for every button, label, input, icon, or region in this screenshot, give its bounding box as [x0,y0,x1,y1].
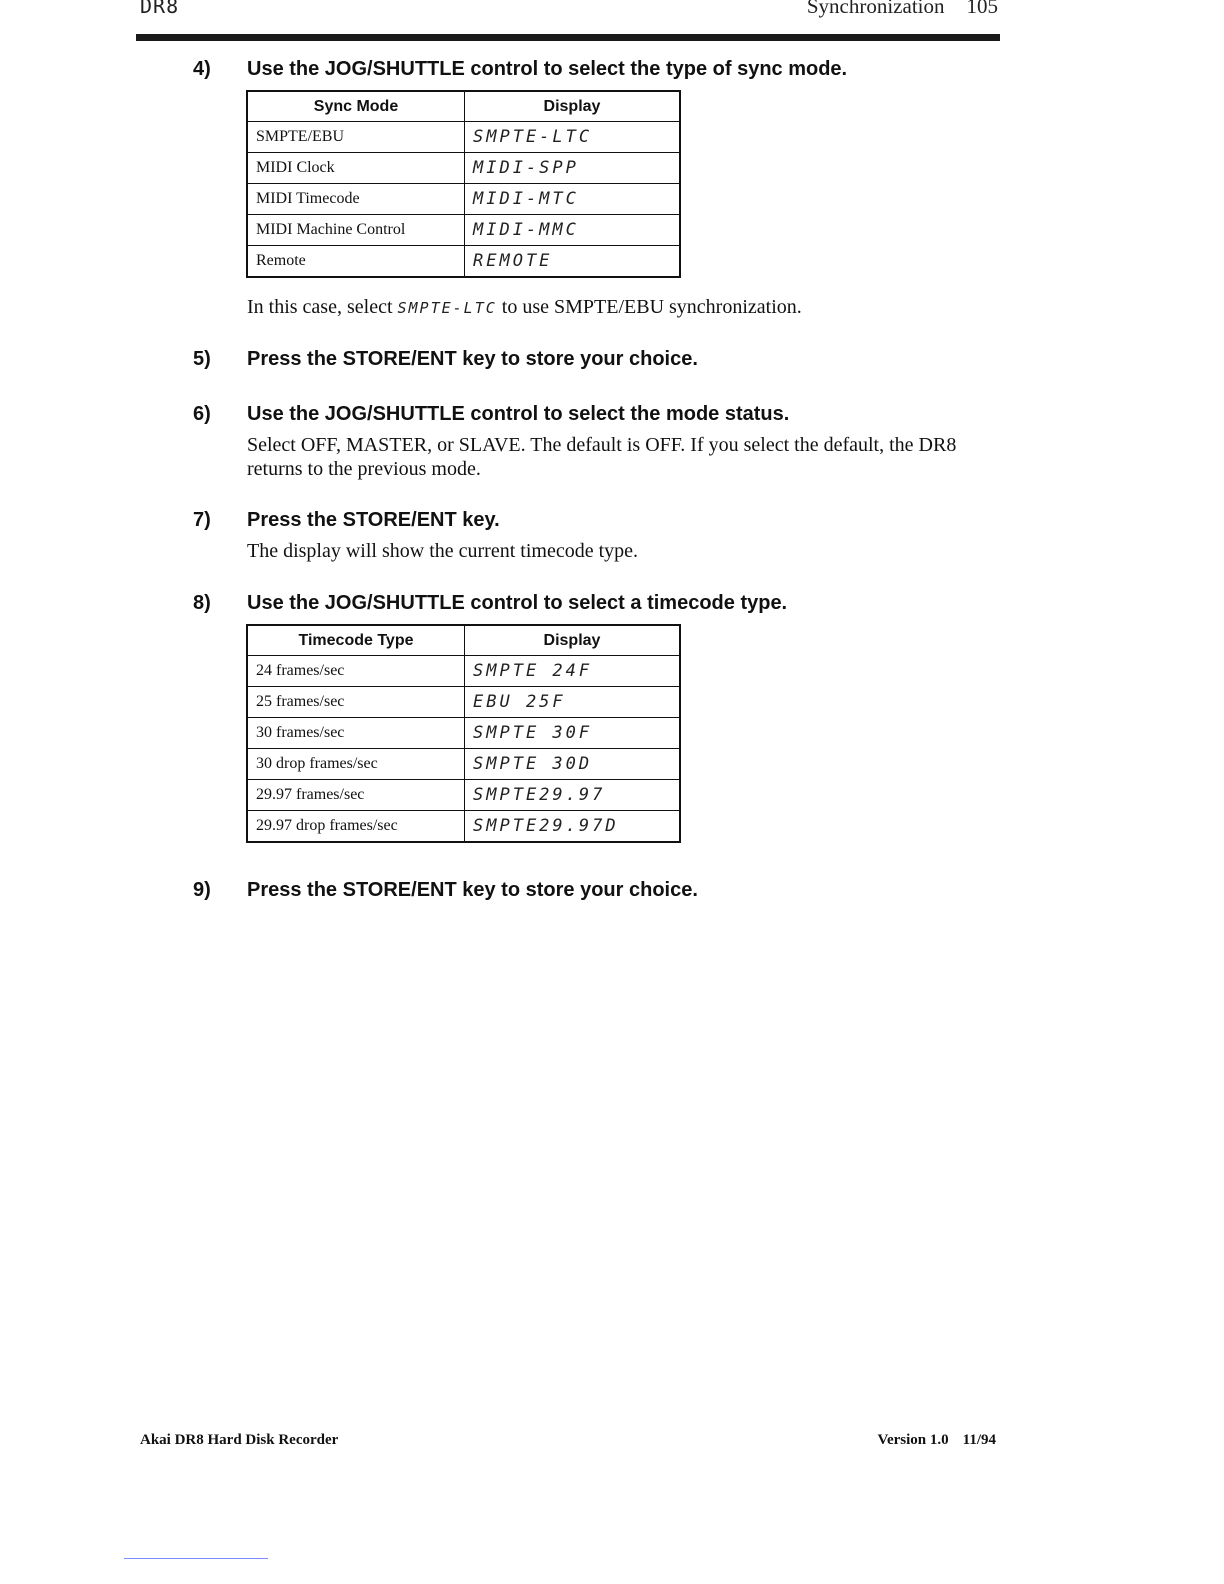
sync-mode-table [246,90,681,278]
timecode-type-table [246,624,681,843]
display-cell: SMPTE29.97D [465,811,681,843]
display-cell: MIDI-SPP [465,153,681,184]
step-6-heading: Use the JOG/SHUTTLE control to select the mode status. [247,403,790,425]
step-4-heading: Use the JOG/SHUTTLE control to select the type of sync mode. [247,58,848,80]
table-header-row [247,91,680,122]
header-rule [136,34,1000,41]
step-9-number: 9) [193,879,211,901]
table-row [247,687,680,718]
sync-mode-cell: SMPTE/EBU [247,122,465,153]
column-header-display: Display [465,91,681,122]
step-6-number: 6) [193,403,211,425]
timecode-type-cell: 29.97 frames/sec [247,780,465,811]
display-cell: SMPTE29.97 [465,780,681,811]
footer-date: 11/94 [962,1432,996,1448]
footer-divider [124,1558,268,1559]
display-cell: SMPTE 24F [465,656,681,687]
table-row [247,246,680,278]
step-5-number: 5) [193,348,211,370]
note-prefix: In this case, select [247,296,393,318]
timecode-type-cell: 30 drop frames/sec [247,749,465,780]
step-4-number: 4) [193,58,211,80]
table-row [247,656,680,687]
column-header-sync-mode: Sync Mode [247,91,465,122]
step-8-heading: Use the JOG/SHUTTLE control to select a timecode type. [247,592,788,614]
section-title: Synchronization [806,0,945,18]
display-cell: SMPTE 30D [465,749,681,780]
footer-version-block [878,1432,996,1449]
step-8-number: 8) [193,592,211,614]
display-cell: MIDI-MTC [465,184,681,215]
display-cell: SMPTE-LTC [465,122,681,153]
sync-mode-cell: Remote [247,246,465,278]
note-suffix: to use SMPTE/EBU synchronization. [501,296,802,318]
table-row [247,153,680,184]
step-7-number: 7) [193,509,211,531]
table-row [247,122,680,153]
display-cell: EBU 25F [465,687,681,718]
step-9-heading: Press the STORE/ENT key to store your choice. [247,879,698,901]
step-6-body: Select OFF, MASTER, or SLAVE. The default is OFF. If you select the default, the DR8 returns to the previous mode. [247,434,957,480]
timecode-type-cell: 29.97 drop frames/sec [247,811,465,843]
table-header-row [247,625,680,656]
display-cell: SMPTE 30F [465,718,681,749]
header-logo: DR8 [140,0,180,18]
footer-product: Akai DR8 Hard Disk Recorder [140,1432,339,1448]
display-cell: REMOTE [465,246,681,278]
table-row [247,811,680,843]
timecode-type-cell: 24 frames/sec [247,656,465,687]
step-4-note [247,295,977,320]
timecode-type-cell: 30 frames/sec [247,718,465,749]
timecode-type-cell: 25 frames/sec [247,687,465,718]
table-row [247,215,680,246]
footer-version: Version 1.0 [877,1432,949,1448]
display-cell: MIDI-MMC [465,215,681,246]
sync-mode-cell: MIDI Clock [247,153,465,184]
table-row [247,184,680,215]
step-7-heading: Press the STORE/ENT key. [247,509,500,531]
table-row [247,749,680,780]
sync-mode-cell: MIDI Timecode [247,184,465,215]
table-row [247,780,680,811]
note-display-code: SMPTE-LTC [397,299,497,317]
page-number: 105 [966,0,998,18]
step-7-body: The display will show the current timecode type. [247,540,639,562]
step-5-heading: Press the STORE/ENT key to store your choice. [247,348,698,370]
column-header-timecode-type: Timecode Type [247,625,465,656]
column-header-display: Display [465,625,681,656]
header-right [807,0,998,19]
table-row [247,718,680,749]
sync-mode-cell: MIDI Machine Control [247,215,465,246]
